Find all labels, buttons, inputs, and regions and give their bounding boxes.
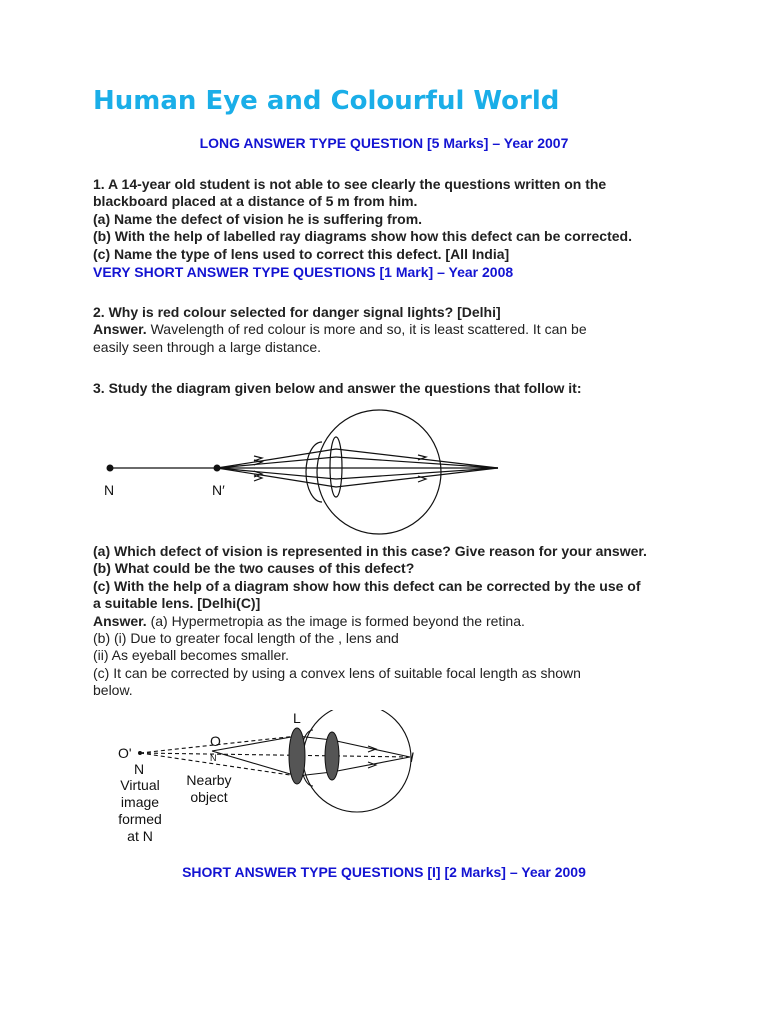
q1-part-a: (a) Name the defect of vision he is suffering from. bbox=[93, 210, 423, 227]
q3-answer-b-2: (ii) As eyeball becomes smaller. bbox=[93, 647, 290, 664]
q1-part-c: (c) Name the type of lens used to correct this defect. [All India] bbox=[93, 245, 510, 262]
question-3-parts bbox=[93, 543, 683, 700]
q2-answer-label: Answer. bbox=[93, 321, 147, 338]
caption-right-2: object bbox=[190, 789, 228, 805]
label-n-prime: N′ bbox=[212, 482, 225, 498]
q3-answer-a: (a) Hypermetropia as the image is formed beyond the retina. bbox=[146, 612, 525, 629]
q3-part-b: (b) What could be the two causes of this defect? bbox=[93, 560, 415, 577]
label-n: N bbox=[104, 482, 115, 498]
question-1 bbox=[93, 176, 683, 263]
q1-line-1: 1. A 14-year old student is not able to see clearly the questions written on the bbox=[93, 176, 607, 192]
short-answer-heading: SHORT ANSWER TYPE QUESTIONS [I] [2 Marks] – Year 2009 bbox=[182, 864, 586, 880]
label-l: L bbox=[293, 710, 301, 726]
eye-defect-diagram bbox=[90, 405, 510, 540]
q2-answer-text-2: easily seen through a large distance. bbox=[93, 338, 322, 355]
label-i: I bbox=[410, 749, 414, 765]
q3-answer-c-2: below. bbox=[93, 682, 133, 699]
question-3 bbox=[93, 380, 683, 397]
q3-part-a: (a) Which defect of vision is represented in this case? Give reason for your answer. bbox=[93, 543, 647, 559]
q3-part-c-2: a suitable lens. [Delhi(C)] bbox=[93, 595, 261, 612]
caption-left-4: at N bbox=[127, 828, 153, 844]
very-short-answer-heading: VERY SHORT ANSWER TYPE QUESTIONS [1 Mark] – Year 2008 bbox=[93, 264, 514, 280]
label-n-small: N bbox=[210, 753, 217, 763]
caption-left-3: formed bbox=[118, 811, 162, 827]
q3-answer-c-1: (c) It can be corrected by using a convex lens of suitable focal length as shown bbox=[93, 664, 581, 681]
label-o: O bbox=[210, 733, 221, 749]
q3-answer-b-1: (b) (i) Due to greater focal length of the , lens and bbox=[93, 630, 399, 647]
correction-diagram bbox=[110, 710, 430, 850]
long-answer-heading: LONG ANSWER TYPE QUESTION [5 Marks] – Year 2007 bbox=[199, 135, 569, 151]
caption-right-1: Nearby bbox=[186, 772, 232, 788]
q2-question: 2. Why is red colour selected for danger signal lights? [Delhi] bbox=[93, 304, 501, 320]
caption-left-1: Virtual bbox=[120, 777, 160, 793]
q1-line-2: blackboard placed at a distance of 5 m from him. bbox=[93, 193, 418, 210]
q3-answer-label: Answer. bbox=[93, 612, 147, 629]
q1-part-b: (b) With the help of labelled ray diagrams show how this defect can be corrected. bbox=[93, 228, 632, 245]
q3-question: 3. Study the diagram given below and answer the questions that follow it: bbox=[93, 380, 582, 396]
question-2 bbox=[93, 304, 683, 356]
label-o-prime: O' bbox=[118, 745, 132, 761]
page-title: Human Eye and Colourful World bbox=[93, 86, 560, 116]
label-n-virtual: N bbox=[134, 761, 145, 777]
q3-part-c-1: (c) With the help of a diagram show how this defect can be corrected by the use of bbox=[93, 577, 641, 594]
caption-left-2: image bbox=[120, 794, 160, 810]
q2-answer-text: Wavelength of red colour is more and so, it is least scattered. It can be bbox=[146, 321, 587, 338]
